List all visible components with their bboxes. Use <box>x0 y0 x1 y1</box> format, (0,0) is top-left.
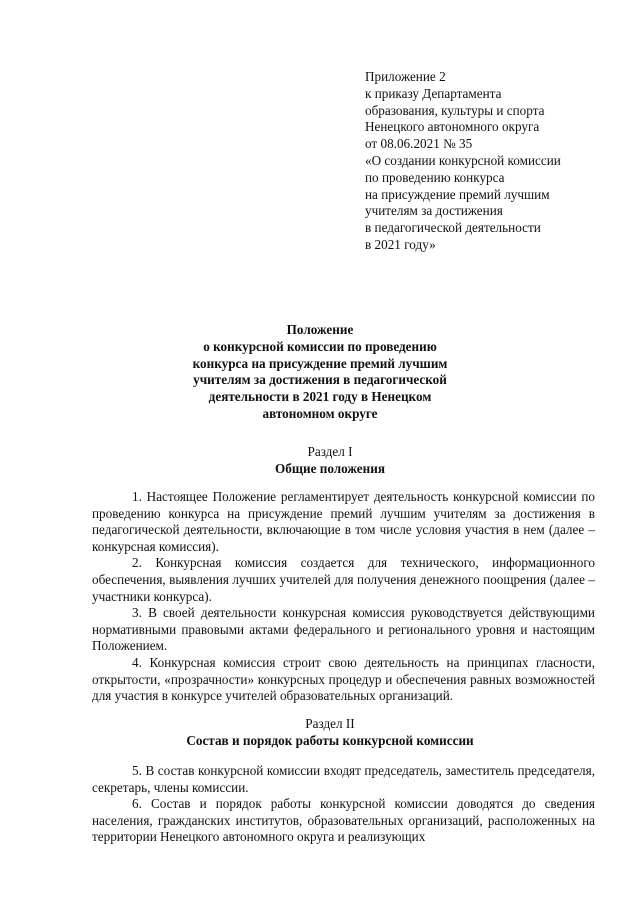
title-line: конкурса на присуждение премий лучшим <box>192 355 448 371</box>
appendix-line: по проведению конкурса <box>365 169 505 185</box>
document-title <box>100 322 540 423</box>
appendix-line: образования, культуры и спорта <box>365 102 545 118</box>
title-line: Положение <box>286 322 354 337</box>
appendix-line: «О создании конкурсной комиссии <box>365 152 561 168</box>
section-2-body <box>92 763 595 846</box>
paragraph-3: 3. В своей деятельности конкурсная комиссия руководствуется действующими нормативными правовыми актами федерального и регионального уровня и настоящим Положением. <box>92 605 595 654</box>
appendix-line: от 08.06.2021 № 35 <box>365 136 473 152</box>
paragraph-1: 1. Настоящее Положение регламентирует деятельность конкурсной комиссии по проведению конкурса на присуждение премий лучшим учителям за достижения в педагогической деятельности, включающие в том числе условия участия в нем (далее – конкурсная комиссия). <box>92 489 595 554</box>
appendix-header <box>365 69 615 254</box>
paragraph-4: 4. Конкурсная комиссия строит свою деятельность на принципах гласности, открытости, «прозрачности» конкурсных процедур и обеспечения равных возможностей для участия в конкурсе учителей образовательных организаций. <box>92 654 595 704</box>
paragraph-5: 5. В состав конкурсной комиссии входят председатель, заместитель председателя, секретарь, члены комиссии. <box>92 763 595 795</box>
title-line: автономном округе <box>262 405 378 421</box>
appendix-line: учителям за достижения <box>365 203 503 219</box>
title-line: деятельности в 2021 году в Ненецком <box>208 389 432 405</box>
section-2-heading <box>60 715 600 749</box>
section-2-label: Раздел II <box>305 716 355 731</box>
appendix-line: Ненецкого автономного округа <box>365 119 540 135</box>
title-line: учителям за достижения в педагогической <box>193 372 447 388</box>
appendix-line: в 2021 году» <box>365 236 436 252</box>
appendix-line: в педагогической деятельности <box>365 220 541 236</box>
paragraph-2: 2. Конкурсная комиссия создается для технического, информационного обеспечения, выявления лучших учителей для получения денежного поощрения (далее – участники конкурса). <box>92 555 595 604</box>
appendix-line: к приказу Департамента <box>365 85 502 101</box>
appendix-line: Приложение 2 <box>365 69 446 84</box>
section-1-heading <box>60 443 600 477</box>
section-2-title: Состав и порядок работы конкурсной комиссии <box>186 733 474 748</box>
section-1-label: Раздел I <box>307 444 353 459</box>
paragraph-6: 6. Состав и порядок работы конкурсной комиссии доводятся до сведения населения, гражданских институтов, образовательных организаций, расположенных на территории Ненецкого автономного округа и реализующих <box>92 796 595 845</box>
section-1-body <box>92 489 595 705</box>
section-1-title: Общие положения <box>275 461 385 476</box>
title-line: о конкурсной комиссии по проведению <box>203 338 437 354</box>
appendix-line: на присуждение премий лучшим <box>365 186 550 202</box>
